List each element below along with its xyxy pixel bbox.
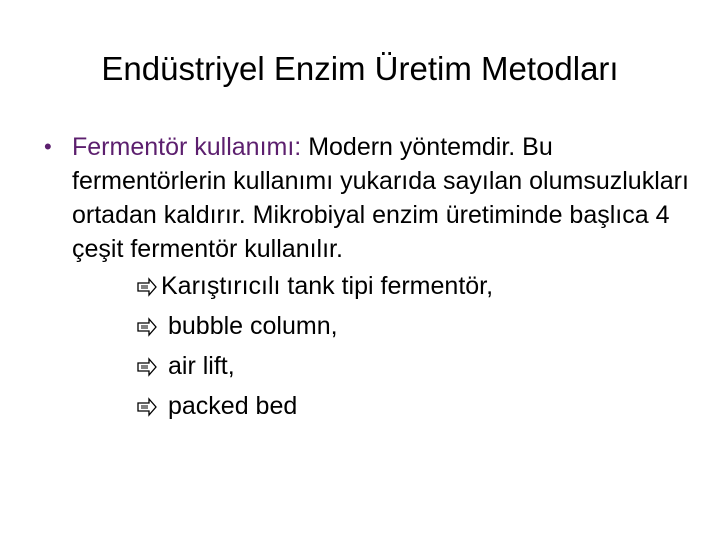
list-item	[44, 306, 694, 346]
fermenter-list	[44, 266, 694, 426]
list-item-label: Karıştırıcılı tank tipi fermentör,	[161, 272, 494, 300]
pencil-arrow-icon	[137, 357, 157, 377]
list-item	[44, 346, 694, 386]
slide-body	[44, 130, 694, 426]
pencil-arrow-icon	[137, 277, 157, 297]
list-item	[44, 386, 694, 426]
list-item-label: bubble column,	[168, 312, 338, 340]
list-item-label: packed bed	[168, 392, 298, 420]
bullet-text: Modern yöntemdir. Bu fermentörlerin kullanımı yukarıda sayılan olumsuzlukları ortadan kaldırır. Mikrobiyal enzim üretiminde başlıca 4 çeşit fermentör kullanılır.	[72, 133, 689, 263]
bullet-heading: Fermentör kullanımı:	[72, 133, 302, 161]
pencil-arrow-icon	[137, 397, 157, 417]
slide-title: Endüstriyel Enzim Üretim Metodları	[101, 50, 619, 87]
bullet-marker: •	[44, 134, 52, 159]
pencil-arrow-icon	[137, 317, 157, 337]
list-item	[44, 266, 694, 306]
list-item-label: air lift,	[168, 352, 235, 380]
bullet-item	[44, 130, 694, 266]
